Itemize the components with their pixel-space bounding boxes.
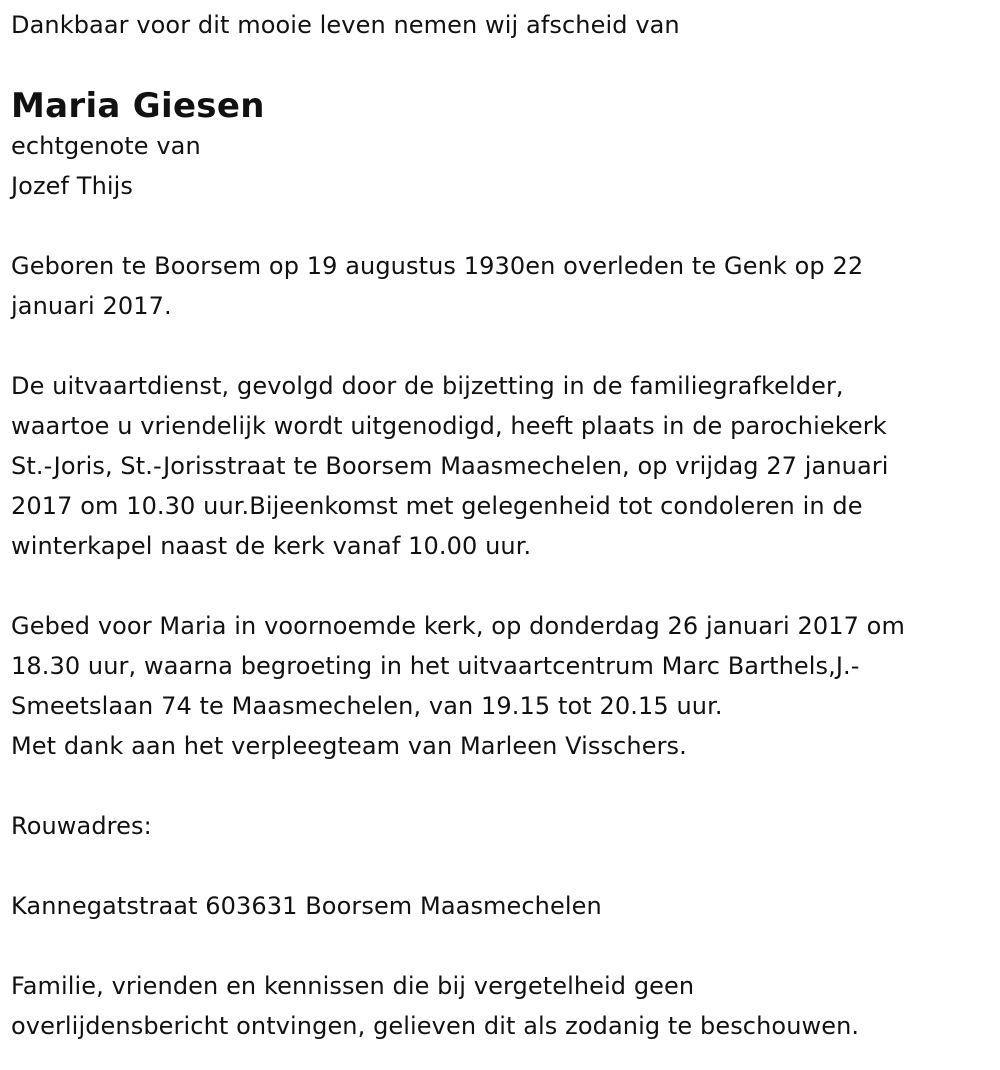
spacer [11,326,996,366]
obituary-notice [11,8,996,1046]
spacer [11,206,996,246]
mourning-address: Kannegatstraat 603631 Boorsem Maasmechelen [11,892,602,920]
birth-death-paragraph [11,246,996,326]
address-label: Rouwadres: [11,812,152,840]
paragraph-line: 2017 om 10.30 uur.Bijeenkomst met gelegenheid tot condoleren in de [11,492,863,520]
paragraph-line: Geboren te Boorsem op 19 augustus 1930en overleden te Genk op 22 [11,252,864,280]
paragraph-line: Smeetslaan 74 te Maasmechelen, van 19.15 tot 20.15 uur. [11,692,723,720]
funeral-paragraph [11,366,996,566]
spouse-name: Jozef Thijs [11,172,134,200]
paragraph-line: overlijdensbericht ontvingen, gelieven dit als zodanig te beschouwen. [11,1012,860,1040]
paragraph-line: januari 2017. [11,292,172,320]
intro-text: Dankbaar voor dit mooie leven nemen wij afscheid van [11,11,680,39]
paragraph-line: De uitvaartdienst, gevolgd door de bijzetting in de familiegrafkelder, [11,372,844,400]
spacer [11,766,996,806]
paragraph-line: Met dank aan het verpleegteam van Marleen Visschers. [11,732,687,760]
deceased-name: Maria Giesen [11,86,265,126]
paragraph-line: waartoe u vriendelijk wordt uitgenodigd, heeft plaats in de parochiekerk [11,412,887,440]
paragraph-line: winterkapel naast de kerk vanaf 10.00 uur. [11,532,532,560]
paragraph-line: 18.30 uur, waarna begroeting in het uitvaartcentrum Marc Barthels,J.- [11,652,860,680]
spacer [11,846,996,886]
spacer [11,926,996,966]
spacer [11,566,996,606]
paragraph-line: Gebed voor Maria in voornoemde kerk, op donderdag 26 januari 2017 om [11,612,905,640]
prayer-paragraph [11,606,996,766]
paragraph-line: Familie, vrienden en kennissen die bij vergetelheid geen [11,972,695,1000]
closing-paragraph [11,966,996,1046]
relation-text: echtgenote van [11,132,201,160]
paragraph-line: St.-Joris, St.-Jorisstraat te Boorsem Maasmechelen, op vrijdag 27 januari [11,452,889,480]
